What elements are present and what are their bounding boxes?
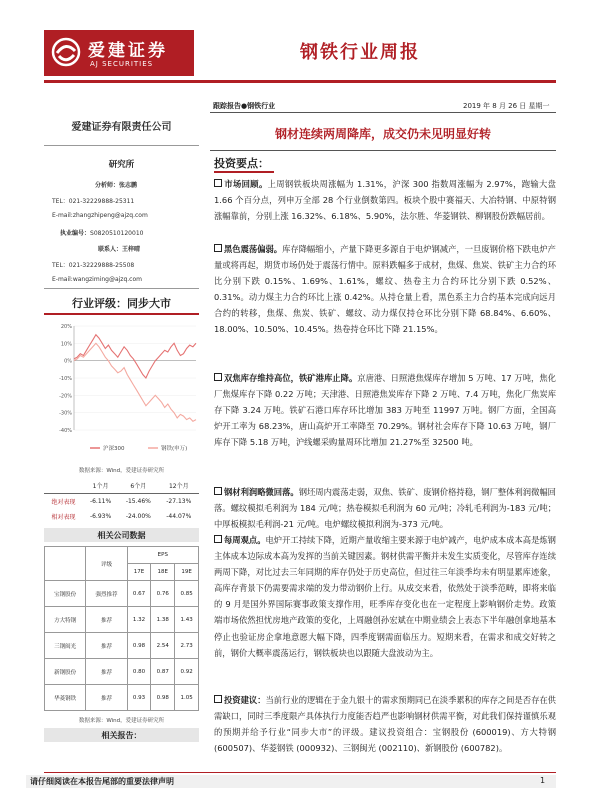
header-divider — [44, 80, 556, 83]
eps-cell: 2.73 — [175, 633, 199, 659]
checkbox-bullet-icon — [214, 487, 222, 495]
analyst-tel: TEL：021-32229888-25311 — [52, 198, 135, 205]
contact-label: 联系人： — [98, 246, 123, 253]
table-header-cell: 1个月 — [83, 478, 118, 494]
logo-name: 爱建证券 — [88, 41, 168, 61]
paragraph-body: 库存降幅缩小，产量下降更多源自于电炉钢减产，一旦废钢价格下跌电炉产量或将再起，期货市场仍处于震荡行情中。原料跌幅多于成材，焦煤、焦炭、铁矿主力合约环比分别下跌 0.15%、1.69%、1.61%，螺纹、热卷主力合约环比分别下跌 0.52%、0.31%。动力煤主力合约环比上涨 0.42%。从持仓量上看，黑色系主力合约基本完成向远月合约的转移，焦煤、焦炭、铁矿、螺纹、动力煤仅持仓环比分别下降 68.84%、6.60%、18.00%、10.50%、10.45%。热卷持仓环比下降 21.15%。 — [214, 244, 556, 335]
eps-cell: 0.85 — [175, 581, 199, 607]
legend-label: 沪深300 — [103, 446, 125, 452]
table-row — [44, 494, 199, 510]
table-row — [45, 607, 199, 633]
contact-tel: TEL：021-32229888-25508 — [52, 262, 135, 269]
table-cell: -44.07% — [166, 513, 192, 520]
paragraph-black-commodities — [214, 241, 556, 338]
y-tick-label: -20% — [59, 393, 72, 400]
checkbox-bullet-icon — [214, 695, 222, 703]
left-divider — [44, 145, 199, 146]
title-divider — [210, 112, 556, 113]
y-tick-label: -30% — [59, 410, 72, 417]
row-label: 绝对表现 — [51, 499, 76, 506]
performance-table — [44, 478, 199, 524]
company-name-cell: 华菱钢铁 — [45, 685, 86, 711]
paragraph-heading: 每周观点。 — [224, 535, 266, 545]
footer-divider — [44, 772, 556, 773]
y-tick-label: 0% — [64, 358, 72, 365]
analyst-email: E-mail:zhangzhipeng@ajzq.com — [52, 212, 148, 219]
company-data-table — [44, 546, 199, 711]
eps-cell: 1.05 — [175, 685, 199, 711]
contact-email: E-mail:wangziming@ajzq.com — [52, 276, 142, 283]
row-label: 相对表现 — [51, 514, 76, 521]
industry-rating: 行业评级：同步大市 — [72, 297, 171, 310]
company-name-cell: 新钢股份 — [45, 659, 86, 685]
eps-cell: 0.98 — [151, 685, 175, 711]
table-header-cell: 12个月 — [159, 478, 199, 494]
y-tick-label: -40% — [59, 428, 72, 434]
eps-cell: 0.98 — [127, 633, 151, 659]
table-header-cell: EPS — [127, 547, 198, 564]
table-cell: -6.93% — [89, 513, 112, 520]
paragraph-investment-advice — [214, 692, 556, 756]
contact-name: 王梓晴 — [122, 246, 141, 253]
checkbox-bullet-icon — [214, 179, 222, 187]
checkbox-bullet-icon — [214, 535, 222, 543]
table-header-cell: 评级 — [86, 547, 127, 581]
report-category: 跟踪报告●钢铁行业 — [213, 102, 276, 110]
company-name-cell: 宝钢股份 — [45, 581, 86, 607]
y-tick-label: 20% — [60, 324, 72, 330]
performance-chart — [52, 320, 200, 465]
chart-source: 数据来源：Wind，爱建证券研究所 — [78, 468, 165, 474]
series-line — [74, 343, 196, 421]
table-header-cell — [44, 478, 83, 494]
table-header-cell: 19E — [175, 564, 199, 581]
table-row — [45, 685, 199, 711]
eps-cell: 1.32 — [127, 607, 151, 633]
paragraph-market-review — [214, 176, 556, 224]
y-tick-label: 10% — [60, 341, 72, 348]
analyst-cert-line — [60, 228, 208, 237]
rating-cell: 推荐 — [86, 633, 127, 659]
paragraph-body: 上周钢铁板块周涨幅为 1.31%，沪深 300 指数周涨幅为 2.97%，跑输大盘 1.66 个百分点，列申万全部 28 个行业倒数第四。板块个股中赛福天、大冶特钢、中原特钢涨幅靠前，分别上涨 16.32%、6.18%、5.90%，法尔胜、华菱钢铁、柳钢股份跌幅居前。 — [214, 179, 556, 222]
paragraph-profit — [214, 484, 556, 532]
table-header-cell: 6个月 — [118, 478, 158, 494]
analyst-cert-label: 执业编号： — [60, 230, 91, 237]
research-institute-label: 研究所 — [108, 160, 135, 170]
company-name-cell: 三钢闽光 — [45, 633, 86, 659]
company-name-cell: 方大特钢 — [45, 607, 86, 633]
rating-cell: 推荐 — [86, 607, 127, 633]
eps-cell: 0.67 — [127, 581, 151, 607]
analyst-name: 张志鹏 — [119, 182, 138, 189]
performance-chart-svg — [52, 320, 200, 465]
highlights-underline — [214, 171, 274, 173]
company-logo — [44, 30, 194, 76]
checkbox-bullet-icon — [214, 373, 222, 381]
table-cell: -27.13% — [166, 498, 192, 505]
report-type-title: 钢铁行业周报 — [300, 42, 420, 63]
paragraph-body: 电炉开工持续下降，近期产量收缩主要来源于电炉减产，电炉成本成本高是炼钢主体成本边际成本高为发挥的当前关键因素。钢材供需平衡并未发生实质变化，尽管库存连续两周下降，对比过去三年同期的库存仍处于历史高位，但过往三年淡季均未有明显累库迹象，高库存背景下仍需要需求端的发力带动钢价上行。从成交来看，依然处于淡季范畴，即将来临的 9 月是国外界国际赛事政策支撑作用，旺季库存变化也在一定程度上影响钢价走势。政策端市场依然担忧房地产政策的变化，上周融创孙宏斌在中期业绩会上表态下半年融创拿地基本停止也验证房企拿地意愿大幅下降，四季度钢需面临压力。短期来看，在需求和成交好转之前，钢价大概率震荡运行，钢铁板块也以跟随大盘波动为主。 — [214, 535, 556, 658]
table-source: 数据来源：Wind，爱建证券研究所 — [78, 718, 165, 724]
table-cell: -15.46% — [125, 498, 151, 505]
rating-divider — [44, 313, 199, 315]
series-line — [74, 335, 196, 378]
table-cell: -24.00% — [125, 513, 151, 520]
company-name: 爱建证券有限责任公司 — [71, 122, 172, 133]
paragraph-heading: 黑色震荡偏弱。 — [224, 244, 283, 254]
table-header-row — [45, 547, 199, 564]
table-cell: -6.11% — [89, 498, 112, 505]
analyst-cert: S0820510120010 — [90, 230, 144, 237]
eps-cell: 2.54 — [151, 633, 175, 659]
logo-english-name: AJ SECURITIES — [90, 60, 154, 68]
rating-cell: 强烈推荐 — [86, 581, 127, 607]
title-divider — [210, 150, 556, 151]
paragraph-inventory — [214, 370, 556, 450]
legend-label: 钢铁(申万) — [161, 446, 188, 452]
analyst-label: 分析师： — [95, 182, 120, 189]
legal-disclaimer: 请仔细阅读在本报告尾部的重要法律声明 — [30, 777, 174, 786]
paragraph-body: 当前行业的逻辑在于金九银十的需求预期同已在淡季累积的库存之间是否存在供需缺口，同时三季度限产具体执行力度能否趋严也影响钢材供需平衡，对此我们保持谨慎乐观的预期并给予行业“同步大市”的评级。建议投资组合：宝钢股份 (600019)、方大特钢 (600507)、华菱钢铁 (000932)、三钢闽光 (002110)、新钢股份 (600782)。 — [214, 695, 556, 754]
table-row — [45, 581, 199, 607]
table-header-cell: 17E — [127, 564, 151, 581]
paragraph-heading: 双焦库存维持高位，铁矿港库止降。 — [224, 373, 358, 383]
eps-cell: 0.92 — [175, 659, 199, 685]
paragraph-heading: 钢材利润略微回落。 — [224, 487, 299, 497]
eps-cell: 1.43 — [175, 607, 199, 633]
related-reports-title: 相关报告： — [101, 731, 142, 740]
eps-cell: 0.87 — [151, 659, 175, 685]
rating-cell: 推荐 — [86, 685, 127, 711]
paragraph-body: 京唐港、日照港焦煤库存增加 5 万吨、17 万吨，焦化厂焦煤库存下降 0.22 万吨；天津港、日照港焦炭库存下降 2 万吨、7.4 万吨，焦化厂焦炭库存下降 3.24 万吨。铁矿石港口库存环比增加 383 万吨至 11997 万吨。钢厂方面，全国高炉开工率为 68.23%，唐山高炉开工率降至 70.29%。钢材社会库存下降 10.63 万吨，钢厂库存下降 5.18 万吨，沪线螺采购量周环比增加 21.27%至 32500 吨。 — [214, 373, 556, 448]
y-tick-label: -10% — [59, 376, 72, 382]
paragraph-body: 钢坯周内震荡走弱，双焦、铁矿、废钢价格持稳，钢厂整体利润微幅回落。螺纹模拟毛利润为 184 元/吨；热卷模拟毛利润为 60 元/吨；冷轧毛利润为-183 元/吨；中厚板模拟毛利润-21 元/吨。电炉螺纹模拟利润为-373 元/吨。 — [214, 487, 556, 530]
table-row — [44, 509, 199, 524]
left-divider — [44, 288, 199, 289]
company-data-title: 相关公司数据 — [97, 531, 146, 540]
paragraph-weekly-view — [214, 532, 556, 661]
report-date: 2019 年 8 月 26 日 星期一 — [463, 102, 550, 110]
eps-cell: 1.38 — [151, 607, 175, 633]
table-row — [45, 633, 199, 659]
eps-cell: 0.80 — [127, 659, 151, 685]
report-main-title: 钢材连续两周降库，成交仍未见明显好转 — [274, 127, 491, 141]
eps-cell: 0.76 — [151, 581, 175, 607]
logo-emblem-icon — [51, 37, 81, 67]
paragraph-heading: 市场回顾。 — [224, 179, 268, 189]
table-header-cell: 18E — [151, 564, 175, 581]
paragraph-heading: 投资建议： — [224, 695, 266, 705]
eps-cell: 0.93 — [127, 685, 151, 711]
table-header-row — [44, 478, 199, 494]
page-number: 1 — [540, 776, 546, 785]
investment-highlights-title: 投资要点： — [214, 157, 269, 170]
checkbox-bullet-icon — [214, 244, 222, 252]
table-header-cell — [45, 547, 86, 581]
rating-cell: 推荐 — [86, 659, 127, 685]
table-row — [45, 659, 199, 685]
